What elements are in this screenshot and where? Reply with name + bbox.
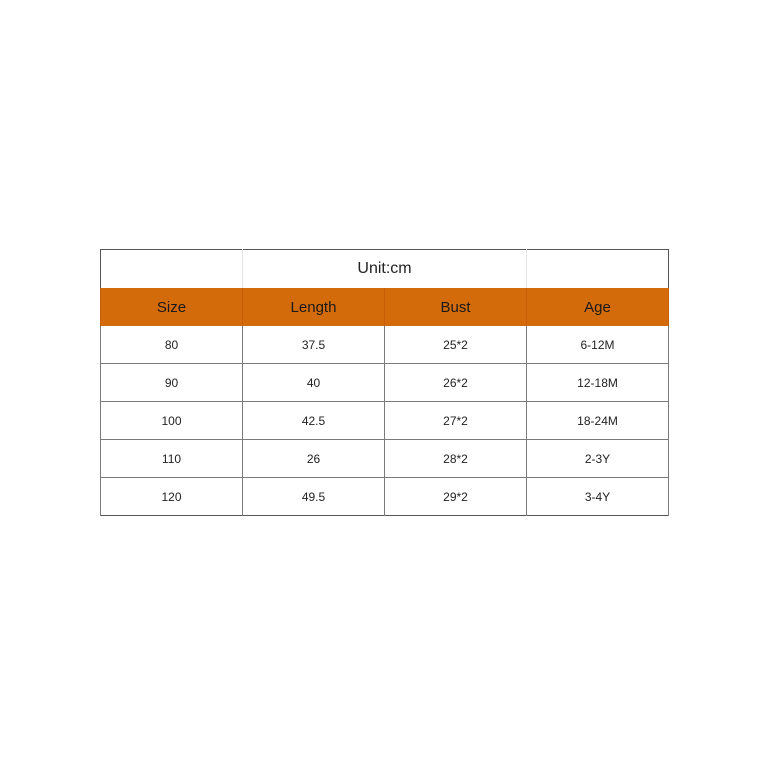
table-row bbox=[101, 326, 669, 364]
cell-bust: 26*2 bbox=[385, 364, 527, 402]
cell-length: 40 bbox=[243, 364, 385, 402]
cell-size: 120 bbox=[101, 478, 243, 516]
unit-spacer-right bbox=[527, 250, 669, 289]
unit-label: Unit:cm bbox=[357, 260, 412, 277]
cell-length: 37.5 bbox=[243, 326, 385, 364]
cell-bust: 28*2 bbox=[385, 440, 527, 478]
cell-age: 2-3Y bbox=[527, 440, 669, 478]
cell-age: 3-4Y bbox=[527, 478, 669, 516]
table-row bbox=[101, 402, 669, 440]
cell-bust: 29*2 bbox=[385, 478, 527, 516]
column-header-age: Age bbox=[527, 288, 669, 326]
cell-size: 80 bbox=[101, 326, 243, 364]
cell-size: 110 bbox=[101, 440, 243, 478]
column-header-size: Size bbox=[101, 288, 243, 326]
cell-age: 6-12M bbox=[527, 326, 669, 364]
cell-length: 49.5 bbox=[243, 478, 385, 516]
table-row bbox=[101, 478, 669, 516]
cell-size: 100 bbox=[101, 402, 243, 440]
unit-spacer-left bbox=[101, 250, 243, 289]
unit-row bbox=[101, 250, 669, 289]
cell-size: 90 bbox=[101, 364, 243, 402]
column-header-length: Length bbox=[243, 288, 385, 326]
table-row bbox=[101, 440, 669, 478]
header-row bbox=[101, 288, 669, 326]
cell-age: 12-18M bbox=[527, 364, 669, 402]
cell-bust: 25*2 bbox=[385, 326, 527, 364]
cell-length: 26 bbox=[243, 440, 385, 478]
cell-age: 18-24M bbox=[527, 402, 669, 440]
size-chart-table bbox=[100, 249, 669, 516]
column-header-bust: Bust bbox=[385, 288, 527, 326]
cell-length: 42.5 bbox=[243, 402, 385, 440]
cell-bust: 27*2 bbox=[385, 402, 527, 440]
table-row bbox=[101, 364, 669, 402]
